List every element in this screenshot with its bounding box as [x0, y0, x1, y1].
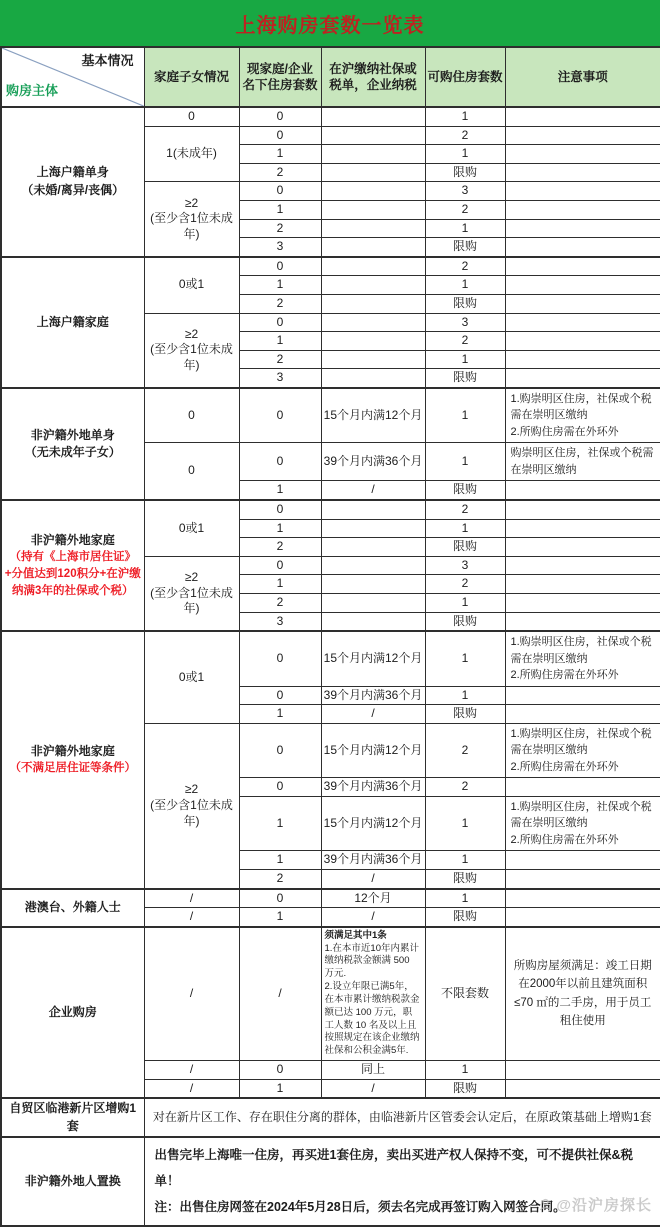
table-cell: 购崇明区住房，社保或个税需在崇明区缴纳: [505, 443, 660, 481]
table-cell: 0或1: [144, 631, 239, 723]
table-cell: [144, 556, 239, 631]
table-cell: [505, 870, 660, 889]
table-cell: [321, 257, 425, 276]
table-cell: 所购房屋须满足：竣工日期在2000年以前且建筑面积≤70 ㎡的二手房，用于员工租住使用: [505, 927, 660, 1061]
table-cell: 1: [425, 631, 505, 686]
table-cell: 0: [239, 126, 321, 145]
page-title: 上海购房套数一览表: [235, 14, 425, 37]
table-cell: 1: [425, 145, 505, 164]
table-cell: [321, 350, 425, 369]
table-cell: 15个月内满12个月: [321, 631, 425, 686]
table-cell: 对在新片区工作、存在职住分离的群体，由临港新片区管委会认定后，在原政策基础上增购1套: [144, 1098, 660, 1137]
table-cell: [505, 219, 660, 238]
table-cell: [321, 593, 425, 612]
cell-line: 2.设立年限已满5年，在本市累计缴纳税款金额已达 100 万元，职工人数 10 名及以上且按照规定在该企业缴纳社保和公积金满5年.: [324, 981, 420, 1057]
table-cell: [321, 519, 425, 538]
table-cell: 1: [239, 851, 321, 870]
table-cell: 1(未成年): [144, 126, 239, 182]
table-cell: 0: [239, 686, 321, 705]
table-row: [1, 889, 660, 908]
table-cell: [505, 500, 660, 519]
table-cell: 0: [144, 443, 239, 500]
table-body: [1, 107, 660, 1226]
table-cell: [321, 332, 425, 351]
cell-line: （持有《上海市居住证》+分值达到120积分+在沪缴纳满3年的社保或个税）: [4, 551, 141, 597]
table-cell: 1: [239, 276, 321, 295]
table-cell: 限购: [425, 163, 505, 182]
table-row: [1, 500, 660, 519]
table-cell: 2: [239, 163, 321, 182]
table-cell: /: [321, 1079, 425, 1098]
table-cell: [321, 927, 425, 1061]
cell-line: 非沪籍外地家庭: [30, 743, 115, 758]
table-cell: 2: [425, 723, 505, 778]
table-cell: 限购: [425, 705, 505, 724]
cell-line: (至少含1位未成年): [150, 797, 233, 828]
table-cell: 2: [425, 126, 505, 145]
column-header-social-security: 在沪缴纳社保或税单，企业纳税: [321, 47, 425, 107]
cell-line: 1.购崇明区住房，社保或个税需在崇明区缴纳: [510, 727, 652, 757]
table-cell: 0或1: [144, 500, 239, 556]
cell-line: （未婚/离异/丧偶）: [21, 182, 125, 197]
table-cell: 1: [425, 796, 505, 851]
table-cell: 1: [425, 388, 505, 443]
table-cell: 15个月内满12个月: [321, 796, 425, 851]
table-cell: 1: [425, 1060, 505, 1079]
table-cell: 0: [144, 107, 239, 126]
table-cell: 2: [239, 870, 321, 889]
table-cell: [505, 145, 660, 164]
table-cell: 15个月内满12个月: [321, 723, 425, 778]
table-cell: [505, 593, 660, 612]
table-cell: [505, 889, 660, 908]
table-cell: 1: [239, 481, 321, 500]
table-cell: 限购: [425, 481, 505, 500]
table-cell: [505, 705, 660, 724]
table-cell: 0: [239, 182, 321, 201]
table-cell: 2: [425, 500, 505, 519]
table-cell: 限购: [425, 538, 505, 557]
corner-label-subject: 购房主体: [6, 83, 59, 99]
table-cell: [505, 182, 660, 201]
column-header-notes: 注意事项: [505, 47, 660, 107]
table-cell: 3: [425, 182, 505, 201]
cell-line: 2.所购住房需在外环外: [510, 760, 619, 773]
table-cell: [505, 1079, 660, 1098]
table-cell: /: [144, 908, 239, 927]
purchase-limit-table: [0, 46, 660, 1227]
table-cell: 1: [239, 200, 321, 219]
table-cell: 0或1: [144, 257, 239, 313]
corner-label-basic: 基本情况: [81, 53, 134, 68]
table-cell: [321, 538, 425, 557]
table-cell: [505, 481, 660, 500]
table-cell: 2: [239, 219, 321, 238]
table-cell: [505, 519, 660, 538]
table-cell: 0: [239, 631, 321, 686]
table-cell: 0: [239, 443, 321, 481]
table-cell: [321, 500, 425, 519]
table-cell: [505, 313, 660, 332]
table-cell: /: [144, 889, 239, 908]
table-cell: 限购: [425, 1079, 505, 1098]
table-cell: [505, 200, 660, 219]
table-cell: [505, 163, 660, 182]
table-cell: [505, 107, 660, 126]
cell-line: (至少含1位未成年): [150, 211, 233, 241]
table-cell: 0: [239, 107, 321, 126]
table-cell: 0: [239, 1060, 321, 1079]
table-cell: [144, 723, 239, 888]
table-cell: 1: [425, 889, 505, 908]
subject-cell: [1, 388, 144, 500]
table-cell: 15个月内满12个月: [321, 388, 425, 443]
subject-cell: 港澳台、外籍人士: [1, 889, 144, 927]
column-header-current-units: 现家庭/企业名下住房套数: [239, 47, 321, 107]
table-cell: [321, 276, 425, 295]
table-cell: 1: [239, 519, 321, 538]
table-cell: /: [144, 1060, 239, 1079]
table-cell: 2: [425, 575, 505, 594]
table-cell: [505, 369, 660, 388]
table-cell: /: [321, 481, 425, 500]
table-cell: 0: [239, 723, 321, 778]
table-cell: [321, 575, 425, 594]
table-cell: [505, 631, 660, 686]
table-cell: [144, 313, 239, 388]
table-cell: [505, 723, 660, 778]
table-cell: 限购: [425, 612, 505, 631]
table-cell: 39个月内满36个月: [321, 686, 425, 705]
cell-line: 1.在本市近10年内累计缴纳税款金额满 500 万元.: [324, 942, 419, 980]
table-cell: [321, 556, 425, 575]
table-cell: 2: [239, 350, 321, 369]
table-row: [1, 1098, 660, 1137]
table-cell: [321, 145, 425, 164]
cell-line: （不满足居住证等条件）: [9, 762, 136, 775]
table-cell: 限购: [425, 238, 505, 257]
subject-cell: [1, 631, 144, 888]
subject-cell: [1, 107, 144, 257]
table-cell: [321, 612, 425, 631]
table-cell: [505, 851, 660, 870]
table-cell: 1: [239, 705, 321, 724]
table-cell: /: [321, 870, 425, 889]
table-cell: 0: [239, 556, 321, 575]
subject-cell: [1, 500, 144, 631]
subject-cell: 上海户籍家庭: [1, 257, 144, 388]
table-cell: 1: [239, 332, 321, 351]
table-cell: 0: [239, 388, 321, 443]
cell-line: ≥2: [184, 195, 199, 210]
table-cell: [505, 294, 660, 313]
cell-line: 注：出售住房网签在2024年5月28日后，须去名完成再签订购入网签合同。: [154, 1200, 566, 1215]
table-cell: 1: [239, 796, 321, 851]
table-cell: 1: [425, 219, 505, 238]
table-cell: 2: [239, 294, 321, 313]
table-cell: /: [144, 927, 239, 1061]
cell-line: 出售完毕上海唯一住房，再买进1套住房，卖出买进产权人保持不变，可不提供社保&税单！: [154, 1147, 633, 1189]
title-band: [0, 0, 660, 46]
table-cell: [321, 313, 425, 332]
subject-cell: 自贸区临港新片区增购1套: [1, 1098, 144, 1137]
table-cell: 1: [425, 107, 505, 126]
table-cell: [505, 612, 660, 631]
table-cell: [321, 369, 425, 388]
table-cell: 限购: [425, 294, 505, 313]
table-cell: [505, 575, 660, 594]
table-cell: [505, 796, 660, 851]
table-cell: [144, 182, 239, 257]
corner-header-cell: [1, 47, 144, 107]
table-cell: 2: [425, 332, 505, 351]
table-cell: [505, 538, 660, 557]
cell-line: 须满足其中1条: [324, 929, 387, 941]
table-cell: [505, 556, 660, 575]
table-cell: [505, 686, 660, 705]
table-cell: 同上: [321, 1060, 425, 1079]
table-cell: 限购: [425, 908, 505, 927]
table-cell: 0: [144, 388, 239, 443]
table-cell: 3: [239, 238, 321, 257]
table-cell: 12个月: [321, 889, 425, 908]
table-cell: /: [321, 908, 425, 927]
table-cell: 限购: [425, 369, 505, 388]
table-cell: 39个月内满36个月: [321, 851, 425, 870]
subject-cell: 非沪籍外地人置换: [1, 1137, 144, 1226]
table-row: [1, 257, 660, 276]
table-cell: 1: [425, 519, 505, 538]
table-row: [1, 927, 660, 1061]
table-header-row: [1, 47, 660, 107]
cell-line: 1.购崇明区住房，社保或个税需在崇明区缴纳: [510, 636, 652, 665]
table-cell: 限购: [425, 870, 505, 889]
table-cell: 39个月内满36个月: [321, 443, 425, 481]
column-header-children: 家庭子女情况: [144, 47, 239, 107]
table-cell: 1: [425, 593, 505, 612]
table-cell: 0: [239, 500, 321, 519]
table-cell: 1: [425, 350, 505, 369]
table-cell: 1: [239, 575, 321, 594]
cell-line: 非沪籍外地家庭: [30, 532, 115, 547]
table-cell: 0: [239, 257, 321, 276]
subject-cell: 企业购房: [1, 927, 144, 1098]
table-cell: [505, 1060, 660, 1079]
table-cell: [505, 388, 660, 443]
table-cell: [321, 238, 425, 257]
table-cell: [505, 350, 660, 369]
table-cell: 0: [239, 889, 321, 908]
table-cell: 2: [425, 200, 505, 219]
table-row: [1, 107, 660, 126]
table-cell: [321, 200, 425, 219]
table-cell: 1: [239, 908, 321, 927]
table-cell: [505, 908, 660, 927]
table-cell: /: [239, 927, 321, 1061]
cell-line: 1.购崇明区住房，社保或个税需在崇明区缴纳: [510, 392, 652, 422]
table-cell: [505, 126, 660, 145]
table-cell: 1: [425, 443, 505, 481]
table-cell: [505, 238, 660, 257]
cell-line: 上海户籍单身: [36, 165, 109, 180]
cell-line: 2.所购住房需在外环外: [510, 669, 619, 682]
table-cell: 1: [239, 145, 321, 164]
table-cell: [321, 182, 425, 201]
table-cell: 1: [425, 276, 505, 295]
watermark-text: @沿沪房探长: [556, 1196, 652, 1214]
table-cell: 3: [425, 556, 505, 575]
table-cell: 2: [239, 593, 321, 612]
table-cell: /: [144, 1079, 239, 1098]
table-cell: 0: [239, 313, 321, 332]
table-cell: [505, 257, 660, 276]
table-row: [1, 631, 660, 686]
cell-line: （无未成年子女）: [24, 444, 121, 459]
table-cell: [505, 276, 660, 295]
column-header-purchasable-units: 可购住房套数: [425, 47, 505, 107]
table-row: [1, 388, 660, 443]
cell-line: 2.所购住房需在外环外: [510, 833, 619, 846]
table-cell: 1: [239, 1079, 321, 1098]
cell-line: (至少含1位未成年): [150, 585, 233, 616]
table-cell: 2: [239, 538, 321, 557]
cell-line: ≥2: [184, 570, 199, 585]
table-row: [1, 1137, 660, 1226]
table-cell: 3: [239, 612, 321, 631]
cell-line: ≥2: [184, 782, 199, 797]
table-cell: [321, 294, 425, 313]
cell-line: (至少含1位未成年): [150, 342, 233, 373]
table-cell: 不限套数: [425, 927, 505, 1061]
table-cell: [321, 219, 425, 238]
cell-line: 非沪籍外地单身: [30, 427, 115, 442]
table-cell: 3: [239, 369, 321, 388]
cell-line: 2.所购住房需在外环外: [510, 425, 619, 438]
table-cell: 1: [425, 851, 505, 870]
table-cell: 39个月内满36个月: [321, 778, 425, 797]
table-cell: [321, 126, 425, 145]
table-cell: [144, 1137, 660, 1226]
table-cell: [321, 163, 425, 182]
table-cell: [505, 778, 660, 797]
cell-line: 1.购崇明区住房，社保或个税需在崇明区缴纳: [510, 800, 652, 830]
table-cell: 1: [425, 686, 505, 705]
table-cell: 0: [239, 778, 321, 797]
table-cell: /: [321, 705, 425, 724]
table-cell: 3: [425, 313, 505, 332]
table-cell: [505, 332, 660, 351]
table-cell: 2: [425, 257, 505, 276]
table-cell: [321, 107, 425, 126]
table-cell: 2: [425, 778, 505, 797]
cell-line: ≥2: [184, 326, 199, 341]
